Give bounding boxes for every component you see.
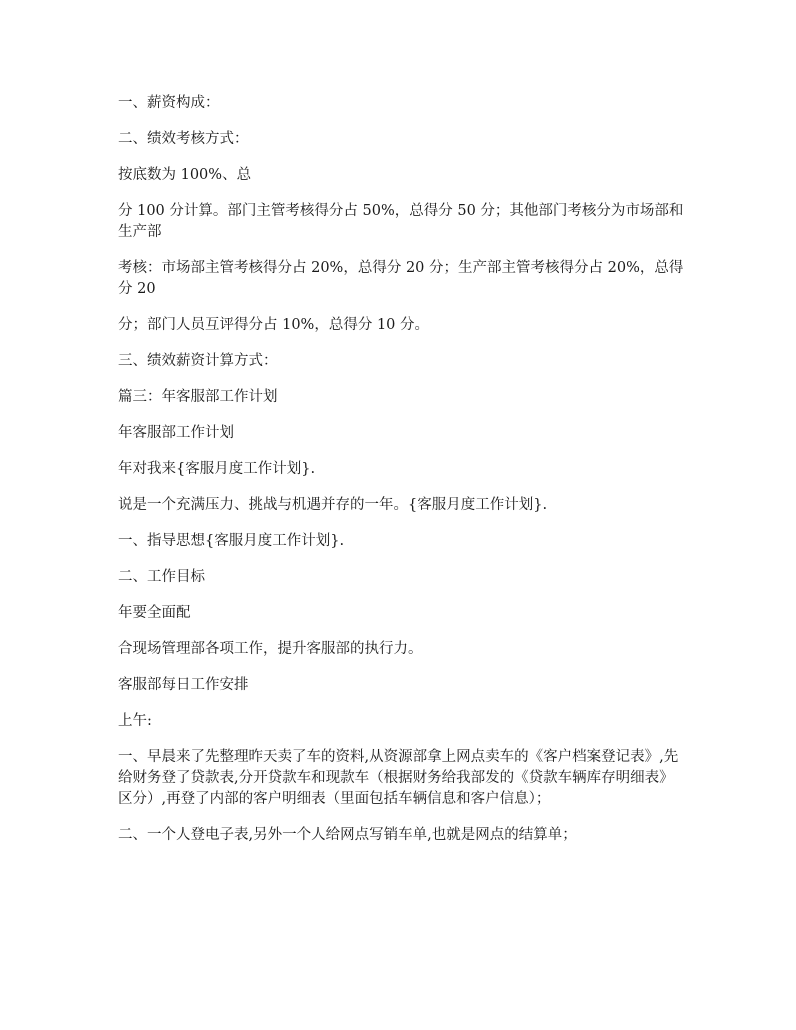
paragraph-year-intro: 年对我来{客服月度工作计划}. bbox=[118, 461, 316, 477]
paragraph-morning-task-one: 一、早晨来了先整理昨天卖了车的资料,从资源部拿上网点卖车的《客户档案登记表》,先给财务登了贷款表,分开贷款车和现款车（根据财务给我部发的《贷款车辆库存明细表》区分）,再登了内部的客户明细表（里面包括车辆信息和客户信息）； bbox=[118, 749, 679, 807]
document-body bbox=[118, 93, 684, 861]
heading-daily-schedule: 客服部每日工作安排 bbox=[118, 677, 249, 693]
heading-morning: 上午: bbox=[118, 713, 152, 729]
paragraph-execution: 合现场管理部各项工作，提升客服部的执行力。 bbox=[118, 641, 423, 657]
heading-performance-method: 二、绩效考核方式： bbox=[118, 131, 249, 147]
paragraph-morning-task-two: 二、一个人登电子表,另外一个人给网点写销车单,也就是网点的结算单； bbox=[118, 827, 577, 843]
heading-salary-calculation: 三、绩效薪资计算方式： bbox=[118, 353, 278, 369]
paragraph-assessment: 考核：市场部主管考核得分占 20%，总得分 20 分；生产部主管考核得分占 20%，总得分 20 bbox=[118, 260, 684, 297]
paragraph-score-calculation: 分 100 分计算。部门主管考核得分占 50%，总得分 50 分；其他部门考核分为市场部和生产部 bbox=[118, 203, 684, 240]
heading-guiding-thought: 一、指导思想{客服月度工作计划}. bbox=[118, 533, 345, 549]
paragraph-base-score: 按底数为 100%、总 bbox=[118, 167, 252, 183]
paragraph-year-challenge: 说是一个充满压力、挑战与机遇并存的一年。{客服月度工作计划}. bbox=[118, 497, 548, 513]
paragraph-full-cooperation: 年要全面配 bbox=[118, 605, 191, 621]
heading-work-plan: 年客服部工作计划 bbox=[118, 425, 234, 441]
paragraph-peer-review: 分；部门人员互评得分占 10%，总得分 10 分。 bbox=[118, 317, 430, 333]
heading-salary-composition: 一、薪资构成： bbox=[118, 95, 220, 111]
heading-part-three: 篇三：年客服部工作计划 bbox=[118, 389, 278, 405]
heading-work-goals: 二、工作目标 bbox=[118, 569, 205, 585]
